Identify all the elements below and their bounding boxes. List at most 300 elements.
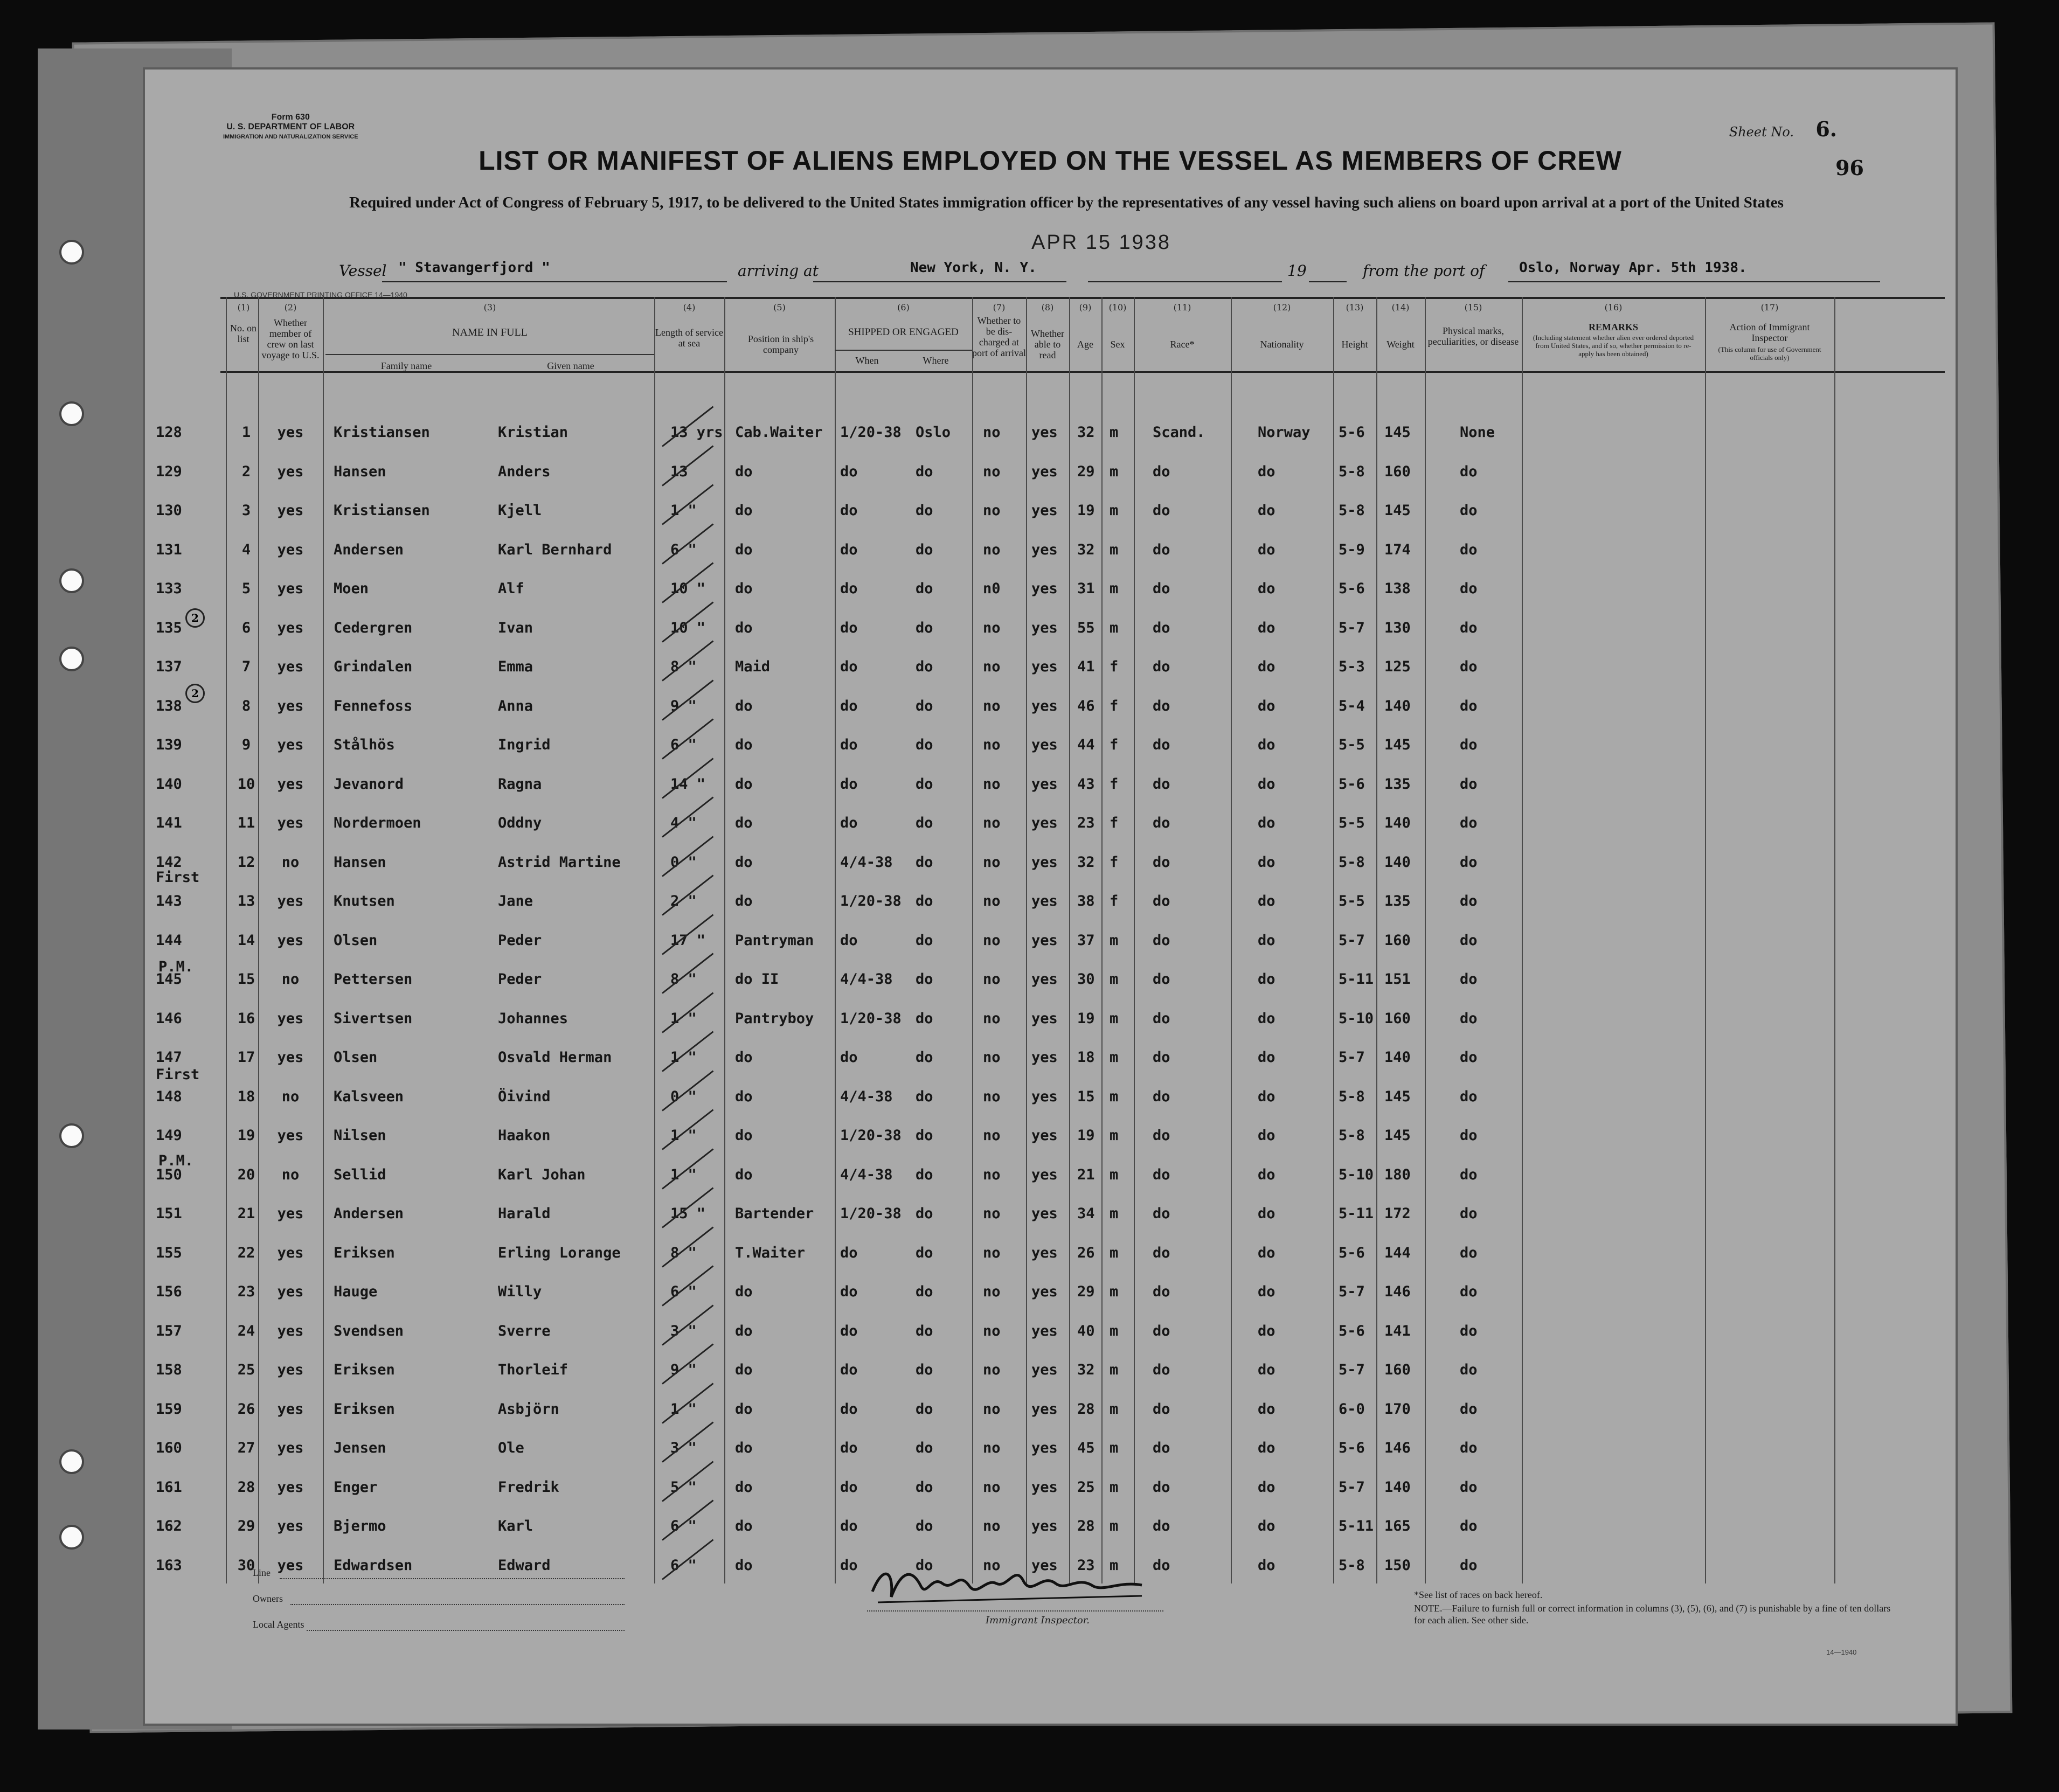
col-header-nationality: Nationality xyxy=(1260,339,1304,350)
cell-marks: do xyxy=(1460,1088,1478,1105)
cell-race: do xyxy=(1153,1088,1170,1105)
cell-where: do xyxy=(916,658,933,675)
row-reference-number: 147 xyxy=(156,1049,182,1066)
row-reference-number: 137 xyxy=(156,658,182,675)
cell-marks: do xyxy=(1460,1557,1478,1574)
sheet-number: 6. xyxy=(1815,117,1837,141)
cell-height: 5-6 xyxy=(1339,775,1365,793)
cell-position: do xyxy=(735,853,753,871)
cell-marks: do xyxy=(1460,737,1478,753)
cell-weight: 160 xyxy=(1384,463,1411,480)
cell-no: 30 xyxy=(237,1557,255,1574)
cell-read: yes xyxy=(1031,1400,1058,1418)
cell-height: 5-7 xyxy=(1339,1283,1365,1300)
cell-sex: m xyxy=(1110,1518,1119,1534)
cell-marks: do xyxy=(1460,1205,1478,1222)
cell-marks: do xyxy=(1460,502,1478,519)
cell-no: 28 xyxy=(237,1478,255,1496)
table-row xyxy=(145,1356,1956,1388)
cell-race: do xyxy=(1153,1166,1170,1183)
cell-position: do xyxy=(735,1088,753,1105)
cell-height: 5-7 xyxy=(1339,1478,1365,1496)
cell-disch: no xyxy=(983,502,1001,519)
table-row xyxy=(145,1161,1956,1193)
cell-given: Öivind xyxy=(498,1088,551,1105)
cell-family: Hauge xyxy=(334,1283,378,1300)
cell-service: 3 " xyxy=(670,1322,697,1339)
cell-age: 38 xyxy=(1077,893,1095,909)
cell-where: do xyxy=(916,1518,933,1534)
cell-height: 5-9 xyxy=(1339,541,1365,558)
cell-race: do xyxy=(1153,815,1170,831)
cell-when: do xyxy=(840,697,858,714)
cell-marks: None xyxy=(1460,424,1495,441)
cell-position: do II xyxy=(735,971,779,988)
cell-given: Harald xyxy=(498,1205,551,1222)
cell-family: Eriksen xyxy=(334,1400,395,1418)
cell-disch: n0 xyxy=(983,580,1001,597)
underline xyxy=(1508,281,1880,282)
underline xyxy=(1088,281,1282,282)
cell-where: do xyxy=(916,1283,933,1300)
cell-when: do xyxy=(840,775,858,793)
cell-family: Andersen xyxy=(334,541,404,558)
cell-when: do xyxy=(840,1557,858,1574)
cell-where: do xyxy=(916,580,933,597)
cell-weight: 140 xyxy=(1384,815,1411,831)
cell-family: Grindalen xyxy=(334,658,413,675)
margin-note: P.M. xyxy=(158,958,194,975)
col-num: (11) xyxy=(1173,302,1191,312)
col-header-position: Position in ship's company xyxy=(747,334,814,355)
line-label: Line xyxy=(253,1567,271,1578)
cell-race: do xyxy=(1153,1205,1170,1222)
col-num: (9) xyxy=(1079,302,1092,312)
col-header-age: Age xyxy=(1077,339,1093,350)
cell-weight: 172 xyxy=(1384,1205,1411,1222)
cell-weight: 165 xyxy=(1384,1518,1411,1534)
cell-disch: no xyxy=(983,1362,1001,1378)
vessel-name: " Stavangerfjord " xyxy=(398,260,550,276)
cell-no: 4 xyxy=(241,541,251,558)
cell-where: do xyxy=(916,775,933,793)
cell-read: yes xyxy=(1031,1049,1058,1066)
cell-given: Karl Bernhard xyxy=(498,541,612,558)
cell-age: 32 xyxy=(1077,424,1095,441)
cell-where: do xyxy=(916,1127,933,1144)
cell-when: do xyxy=(840,815,858,831)
row-reference-number: 156 xyxy=(156,1283,182,1300)
cell-height: 5-6 xyxy=(1339,1440,1365,1456)
cell-race: do xyxy=(1153,1440,1170,1456)
cell-service: 13 xyxy=(670,463,688,480)
cell-when: do xyxy=(840,1400,858,1418)
cell-given: Emma xyxy=(498,658,533,675)
cell-race: do xyxy=(1153,1283,1170,1300)
cell-service: 3 " xyxy=(670,1440,697,1456)
cell-marks: do xyxy=(1460,580,1478,597)
cell-family: Eriksen xyxy=(334,1362,395,1378)
row-reference-number: 138 xyxy=(156,697,182,714)
cell-sex: f xyxy=(1110,815,1119,831)
cell-age: 43 xyxy=(1077,775,1095,793)
cell-given: Ole xyxy=(498,1440,524,1456)
cell-age: 28 xyxy=(1077,1518,1095,1534)
table-row xyxy=(145,1317,1956,1350)
cell-nat: do xyxy=(1258,853,1275,871)
cell-weight: 145 xyxy=(1384,1088,1411,1105)
page-title: LIST OR MANIFEST OF ALIENS EMPLOYED ON THE VESSEL AS MEMBERS OF CREW xyxy=(479,145,1622,176)
cell-service: 6 " xyxy=(670,1557,697,1574)
cell-read: yes xyxy=(1031,893,1058,909)
sheet-label: Sheet No. xyxy=(1729,124,1794,140)
col-num: (7) xyxy=(993,302,1006,312)
cell-sex: m xyxy=(1110,580,1119,597)
table-row xyxy=(145,809,1956,842)
cell-where: do xyxy=(916,853,933,871)
underline xyxy=(813,281,1066,282)
table-row xyxy=(145,927,1956,959)
cell-disch: no xyxy=(983,815,1001,831)
cell-family: Hansen xyxy=(334,853,386,871)
cell-sex: m xyxy=(1110,1127,1119,1144)
cell-read: yes xyxy=(1031,541,1058,558)
cell-when: do xyxy=(840,1244,858,1261)
cell-read: yes xyxy=(1031,971,1058,988)
cell-disch: no xyxy=(983,893,1001,909)
cell-when: do xyxy=(840,1283,858,1300)
cell-read: yes xyxy=(1031,1478,1058,1496)
cell-position: Maid xyxy=(735,658,771,675)
row-reference-number: 141 xyxy=(156,815,182,831)
cell-age: 21 xyxy=(1077,1166,1095,1183)
cell-when: do xyxy=(840,619,858,636)
cell-family: Sivertsen xyxy=(334,1010,413,1027)
cell-marks: do xyxy=(1460,1400,1478,1418)
cell-marks: do xyxy=(1460,932,1478,949)
cell-nat: do xyxy=(1258,1322,1275,1339)
cell-read: yes xyxy=(1031,580,1058,597)
cell-service: 10 " xyxy=(670,619,706,636)
cell-last: yes xyxy=(277,1322,304,1339)
cell-height: 5-5 xyxy=(1339,737,1365,753)
cell-height: 5-10 xyxy=(1339,1010,1374,1027)
arriving-place: New York, N. Y. xyxy=(910,260,1037,276)
cell-family: Kristiansen xyxy=(334,502,430,519)
cell-last: no xyxy=(281,971,300,988)
table-row xyxy=(145,966,1956,998)
cell-sex: f xyxy=(1110,893,1119,909)
cell-last: yes xyxy=(277,658,304,675)
cell-read: yes xyxy=(1031,932,1058,949)
cell-weight: 130 xyxy=(1384,619,1411,636)
cell-given: Ragna xyxy=(498,775,542,793)
col-num: (14) xyxy=(1391,302,1410,312)
cell-no: 1 xyxy=(241,424,251,441)
cell-position: do xyxy=(735,1557,753,1574)
cell-race: do xyxy=(1153,1244,1170,1261)
cell-race: do xyxy=(1153,737,1170,753)
cell-family: Andersen xyxy=(334,1205,404,1222)
cell-nat: do xyxy=(1258,1440,1275,1456)
cell-no: 15 xyxy=(237,971,255,988)
cell-no: 10 xyxy=(237,775,255,793)
cell-position: do xyxy=(735,1478,753,1496)
cell-when: do xyxy=(840,580,858,597)
from-label: from the port of xyxy=(1363,262,1485,280)
cell-height: 5-11 xyxy=(1339,971,1374,988)
punch-hole xyxy=(59,240,84,265)
cell-given: Erling Lorange xyxy=(498,1244,621,1261)
cell-height: 5-8 xyxy=(1339,463,1365,480)
cell-weight: 151 xyxy=(1384,971,1411,988)
form-code: 14—1940 xyxy=(1826,1648,1857,1656)
cell-race: do xyxy=(1153,1049,1170,1066)
cell-no: 25 xyxy=(237,1362,255,1378)
vessel-line xyxy=(339,255,1902,286)
cell-position: do xyxy=(735,1166,753,1183)
cell-sex: m xyxy=(1110,619,1119,636)
cell-disch: no xyxy=(983,1127,1001,1144)
cell-age: 32 xyxy=(1077,853,1095,871)
col-num: (5) xyxy=(773,302,786,312)
cell-family: Moen xyxy=(334,580,369,597)
cell-given: Peder xyxy=(498,932,542,949)
cell-sex: f xyxy=(1110,775,1119,793)
cell-nat: Norway xyxy=(1258,424,1311,441)
col-header-read: Whether able to read xyxy=(1031,328,1064,360)
cell-disch: no xyxy=(983,1322,1001,1339)
cell-last: yes xyxy=(277,541,304,558)
cell-last: yes xyxy=(277,1049,304,1066)
cell-height: 5-10 xyxy=(1339,1166,1374,1183)
cell-race: do xyxy=(1153,932,1170,949)
cell-service: 6 " xyxy=(670,1283,697,1300)
cell-when: 4/4-38 xyxy=(840,971,893,988)
cell-weight: 160 xyxy=(1384,1362,1411,1378)
cell-where: do xyxy=(916,1400,933,1418)
cell-service: 9 " xyxy=(670,697,697,714)
arriving-label: arriving at xyxy=(738,262,819,280)
cell-where: do xyxy=(916,1557,933,1574)
cell-race: do xyxy=(1153,658,1170,675)
cell-age: 19 xyxy=(1077,1127,1095,1144)
table-row xyxy=(145,1512,1956,1545)
cell-weight: 140 xyxy=(1384,697,1411,714)
cell-family: Svendsen xyxy=(334,1322,404,1339)
col-num: (4) xyxy=(683,302,696,312)
cell-when: do xyxy=(840,541,858,558)
cell-last: yes xyxy=(277,580,304,597)
cell-marks: do xyxy=(1460,1010,1478,1027)
cell-given: Karl xyxy=(498,1518,533,1534)
form-identifier xyxy=(223,113,358,142)
cell-service: 1 " xyxy=(670,1400,697,1418)
col-header-given: Given name xyxy=(547,360,594,371)
cell-service: 1 " xyxy=(670,1166,697,1183)
table-row xyxy=(145,536,1956,568)
cell-no: 20 xyxy=(237,1166,255,1183)
cell-weight: 145 xyxy=(1384,737,1411,753)
col-num: (16) xyxy=(1604,302,1623,312)
cell-height: 5-7 xyxy=(1339,1049,1365,1066)
cell-nat: do xyxy=(1258,697,1275,714)
cell-weight: 140 xyxy=(1384,1478,1411,1496)
col-num: (1) xyxy=(237,302,250,312)
cell-position: do xyxy=(735,1049,753,1066)
col-header-shipped: SHIPPED OR ENGAGED xyxy=(848,327,959,338)
cell-family: Nordermoen xyxy=(334,815,421,831)
cell-height: 5-5 xyxy=(1339,893,1365,909)
cell-nat: do xyxy=(1258,1362,1275,1378)
cell-family: Pettersen xyxy=(334,971,413,988)
cell-last: yes xyxy=(277,1244,304,1261)
cell-no: 13 xyxy=(237,893,255,909)
cell-nat: do xyxy=(1258,1088,1275,1105)
col-header-no: No. on list xyxy=(230,323,256,344)
cell-sex: m xyxy=(1110,502,1119,519)
cell-read: yes xyxy=(1031,1440,1058,1456)
cell-sex: m xyxy=(1110,1400,1119,1418)
cell-last: yes xyxy=(277,697,304,714)
cell-where: do xyxy=(916,1088,933,1105)
row-reference-number: 140 xyxy=(156,775,182,793)
cell-last: no xyxy=(281,853,300,871)
cell-age: 28 xyxy=(1077,1400,1095,1418)
cell-no: 18 xyxy=(237,1088,255,1105)
cell-family: Kalsveen xyxy=(334,1088,404,1105)
cell-where: do xyxy=(916,697,933,714)
cell-last: yes xyxy=(277,775,304,793)
cell-nat: do xyxy=(1258,1478,1275,1496)
cell-race: do xyxy=(1153,1010,1170,1027)
cell-when: do xyxy=(840,737,858,753)
cell-position: T.Waiter xyxy=(735,1244,806,1261)
cell-when: do xyxy=(840,1362,858,1378)
cell-where: do xyxy=(916,893,933,909)
cell-read: yes xyxy=(1031,1362,1058,1378)
cell-no: 7 xyxy=(241,658,251,675)
cell-position: Cab.Waiter xyxy=(735,424,823,441)
cell-when: 1/20-38 xyxy=(840,893,902,909)
cell-given: Oddny xyxy=(498,815,542,831)
cell-position: Pantryman xyxy=(735,932,814,949)
cell-read: yes xyxy=(1031,737,1058,753)
row-reference-number: 142 xyxy=(156,853,182,871)
cell-marks: do xyxy=(1460,1440,1478,1456)
cell-age: 19 xyxy=(1077,1010,1095,1027)
cell-position: Pantryboy xyxy=(735,1010,814,1027)
margin-note: P.M. xyxy=(158,1152,194,1169)
cell-where: do xyxy=(916,1166,933,1183)
col-header-remarks: REMARKS xyxy=(1588,322,1638,332)
col-header-discharged: Whether to be dis-charged at port of arrival xyxy=(972,315,1026,358)
cell-disch: no xyxy=(983,737,1001,753)
row-reference-number: 159 xyxy=(156,1400,182,1418)
col-header-race: Race* xyxy=(1170,339,1195,350)
cell-height: 5-11 xyxy=(1339,1518,1374,1534)
cell-position: do xyxy=(735,1362,753,1378)
cell-marks: do xyxy=(1460,853,1478,871)
cell-when: do xyxy=(840,1518,858,1534)
cell-height: 5-11 xyxy=(1339,1205,1374,1222)
cell-service: 6 " xyxy=(670,737,697,753)
row-reference-number: 131 xyxy=(156,541,182,558)
cell-given: Johannes xyxy=(498,1010,569,1027)
cell-read: yes xyxy=(1031,1322,1058,1339)
row-reference-number: 157 xyxy=(156,1322,182,1339)
cell-race: do xyxy=(1153,1127,1170,1144)
cell-when: do xyxy=(840,932,858,949)
cell-family: Jevanord xyxy=(334,775,404,793)
cell-sex: m xyxy=(1110,1049,1119,1066)
cell-weight: 174 xyxy=(1384,541,1411,558)
cell-weight: 144 xyxy=(1384,1244,1411,1261)
cell-position: do xyxy=(735,619,753,636)
header-top-rule xyxy=(220,297,1945,299)
cell-where: do xyxy=(916,1322,933,1339)
cell-race: do xyxy=(1153,1557,1170,1574)
table-row xyxy=(145,887,1956,920)
cell-last: yes xyxy=(277,1400,304,1418)
cell-given: Thorleif xyxy=(498,1362,569,1378)
cell-where: do xyxy=(916,815,933,831)
page-number: 96 xyxy=(1835,156,1864,180)
col-header-when: When xyxy=(855,355,879,366)
cell-where: do xyxy=(916,1478,933,1496)
cell-read: yes xyxy=(1031,1205,1058,1222)
cell-sex: m xyxy=(1110,1362,1119,1378)
row-reference-number: 130 xyxy=(156,502,182,519)
cell-height: 5-7 xyxy=(1339,619,1365,636)
cell-when: 1/20-38 xyxy=(840,424,902,441)
cell-family: Nilsen xyxy=(334,1127,386,1144)
cell-nat: do xyxy=(1258,541,1275,558)
cell-family: Olsen xyxy=(334,932,378,949)
cell-when: 1/20-38 xyxy=(840,1205,902,1222)
cell-age: 45 xyxy=(1077,1440,1095,1456)
cell-height: 6-0 xyxy=(1339,1400,1365,1418)
cell-family: Stålhös xyxy=(334,737,395,753)
table-row xyxy=(145,1239,1956,1272)
cell-when: do xyxy=(840,1440,858,1456)
cell-nat: do xyxy=(1258,893,1275,909)
cell-age: 55 xyxy=(1077,619,1095,636)
cell-height: 5-4 xyxy=(1339,697,1365,714)
cell-race: do xyxy=(1153,1362,1170,1378)
cell-sex: m xyxy=(1110,1166,1119,1183)
cell-race: do xyxy=(1153,1322,1170,1339)
cell-sex: m xyxy=(1110,1322,1119,1339)
row-reference-number: 151 xyxy=(156,1205,182,1222)
cell-nat: do xyxy=(1258,1557,1275,1574)
cell-position: do xyxy=(735,775,753,793)
cell-nat: do xyxy=(1258,1127,1275,1144)
cell-sex: m xyxy=(1110,1557,1119,1574)
cell-service: 6 " xyxy=(670,1518,697,1534)
cell-family: Edwardsen xyxy=(334,1557,413,1574)
row-reference-number: 162 xyxy=(156,1518,182,1534)
row-reference-number: 128 xyxy=(156,424,182,441)
cell-where: do xyxy=(916,1205,933,1222)
cell-read: yes xyxy=(1031,1244,1058,1261)
cell-marks: do xyxy=(1460,1127,1478,1144)
cell-sex: m xyxy=(1110,932,1119,949)
vessel-label: Vessel xyxy=(339,262,387,280)
row-reference-number: 148 xyxy=(156,1088,182,1105)
cell-age: 31 xyxy=(1077,580,1095,597)
cell-when: do xyxy=(840,1322,858,1339)
